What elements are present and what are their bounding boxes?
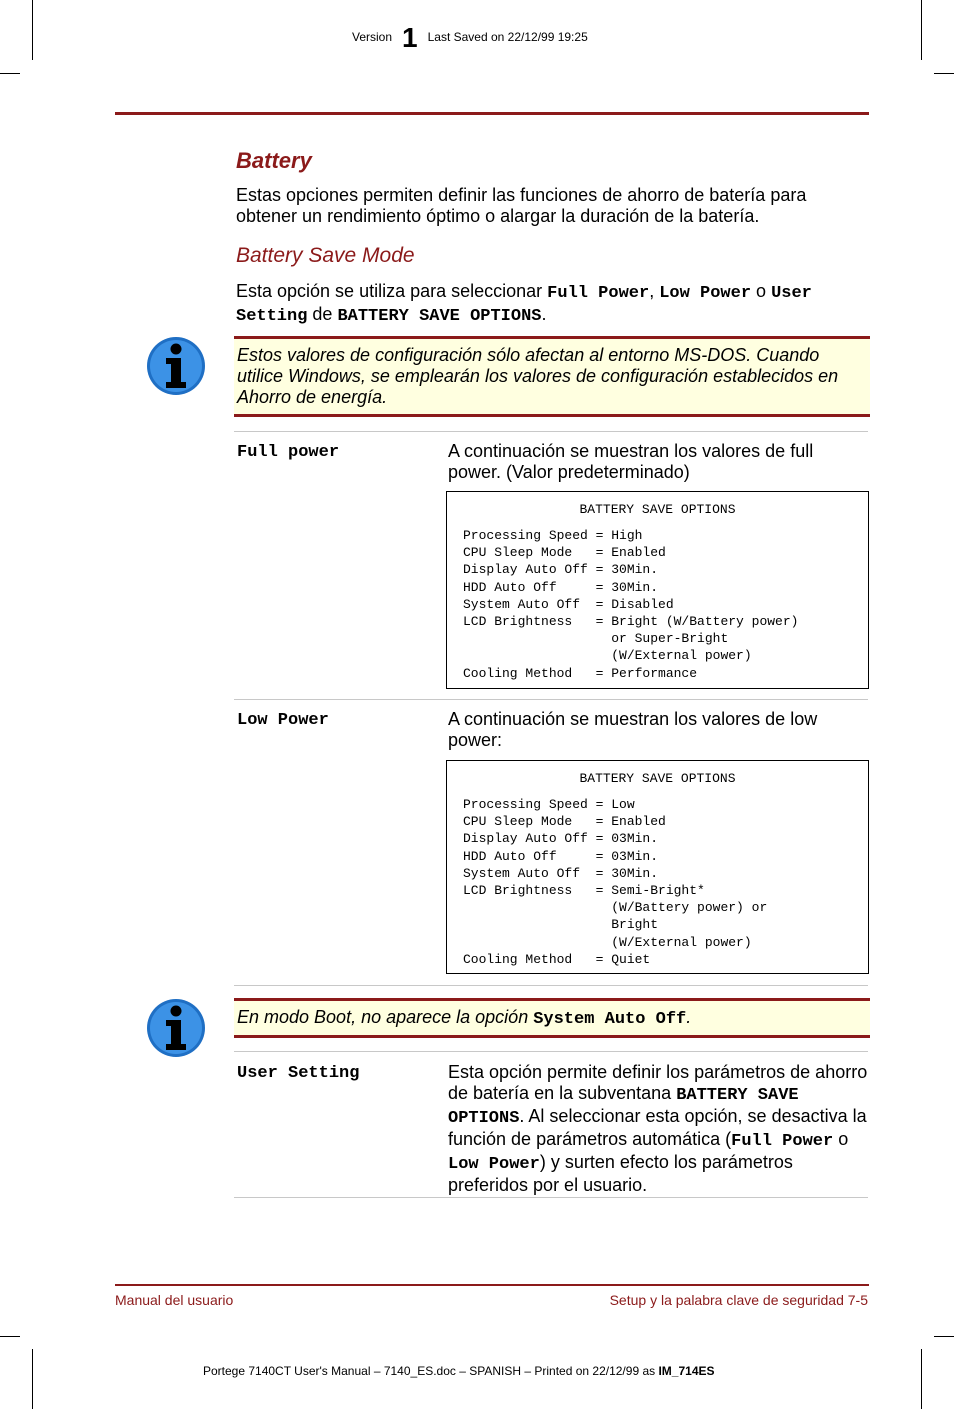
note-text: En modo Boot, no aparece la opción System Auto Off.	[237, 1007, 692, 1029]
note-box	[234, 336, 870, 417]
subsection-title: Battery Save Mode	[236, 244, 415, 267]
battery-options-box	[446, 491, 869, 689]
version-label: Version	[352, 30, 393, 44]
separator	[234, 985, 868, 986]
crop-mark	[32, 0, 33, 60]
version-number: 1	[402, 22, 418, 53]
last-saved: Last Saved on 22/12/99 19:25	[427, 30, 588, 44]
crop-mark	[934, 73, 954, 74]
document-header	[352, 22, 588, 54]
separator	[234, 699, 868, 700]
top-rule	[115, 112, 869, 115]
footer-right: Setup y la palabra clave de seguridad 7-5	[609, 1292, 868, 1308]
desc-full-power: A continuación se muestran los valores de full power. (Valor predeterminado)	[448, 441, 814, 482]
separator	[234, 1051, 868, 1052]
desc-low-power: A continuación se muestran los valores de low power:	[448, 709, 818, 750]
crop-mark	[0, 1336, 20, 1337]
print-info: Portege 7140CT User's Manual – 7140_ES.doc – SPANISH – Printed on 22/12/99 as IM_714ES	[203, 1364, 715, 1378]
term-full-power: Full power	[237, 443, 340, 462]
box-title: BATTERY SAVE OPTIONS	[579, 771, 736, 786]
separator	[234, 1197, 868, 1198]
note-box	[234, 998, 870, 1038]
mode-paragraph: Esta opción se utiliza para seleccionar Full Power, Low Power o User Setting de BATTERY SAVE OPTIONS.	[236, 281, 812, 326]
crop-mark	[921, 1349, 922, 1409]
box-settings: Processing Speed = High CPU Sleep Mode = Enabled Display Auto Off = 30Min. HDD Auto Off = 30Min. System Auto Off = Disabled LCD Brightness = Bright (W/Battery power) or Super-Bright (W/External power) Cooling Method = Performance	[463, 528, 799, 681]
section-title: Battery	[236, 148, 312, 173]
footer-rule	[115, 1284, 869, 1286]
term-low-power: Low Power	[237, 711, 329, 730]
crop-mark	[934, 1336, 954, 1337]
intro-paragraph: Estas opciones permiten definir las funciones de ahorro de batería para obtener un rendimiento óptimo o alargar la duración de la batería.	[236, 185, 807, 226]
desc-user-setting: Esta opción permite definir los parámetros de ahorro de batería en la subventana BATTERY SAVE OPTIONS. Al seleccionar esta opción, se desactiva la función de parámetros automática (Full Power o Low Power) y surten efecto los parámetros preferidos por el usuario.	[448, 1062, 868, 1195]
footer-left: Manual del usuario	[115, 1292, 234, 1308]
battery-options-box	[446, 760, 869, 974]
info-icon	[146, 336, 206, 396]
term-user-setting: User Setting	[237, 1064, 360, 1083]
note-text: Estos valores de configuración sólo afectan al entorno MS-DOS. Cuando utilice Windows, se emplearán los valores de configuración establecidos en Ahorro de energía.	[237, 345, 839, 407]
crop-mark	[0, 73, 20, 74]
separator	[234, 431, 868, 432]
box-title: BATTERY SAVE OPTIONS	[579, 502, 736, 517]
info-icon	[146, 998, 206, 1058]
crop-mark	[32, 1349, 33, 1409]
crop-mark	[921, 0, 922, 60]
box-settings: Processing Speed = Low CPU Sleep Mode = Enabled Display Auto Off = 03Min. HDD Auto Off = 03Min. System Auto Off = 30Min. LCD Brightness = Semi-Bright* (W/Battery power) or Bright (W/External power) Cooling Method = Quiet	[463, 797, 768, 967]
